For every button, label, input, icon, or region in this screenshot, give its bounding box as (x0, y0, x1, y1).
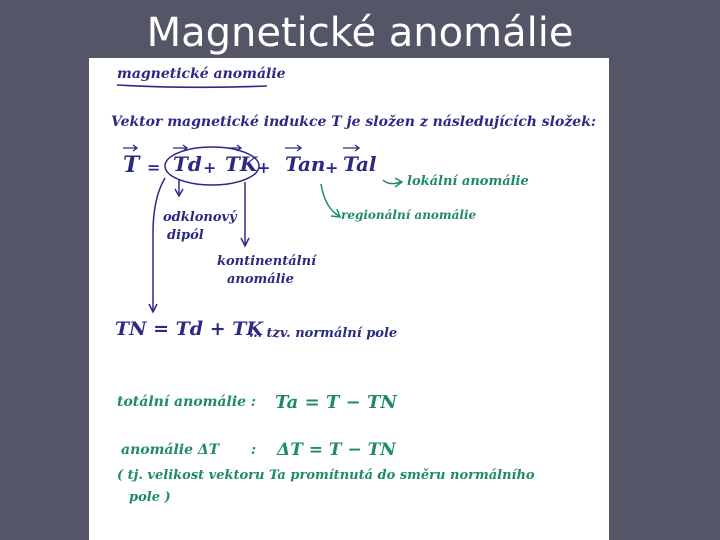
note-line-2: pole ) (129, 490, 171, 505)
label-odklonovy: odklonový (163, 210, 237, 225)
eq1-lhs: T (123, 152, 140, 178)
delta-anomaly-label: anomálie ΔT (121, 442, 220, 458)
label-lokalni-anomalie: lokální anomálie (407, 174, 529, 189)
eq1-tan: Tan (285, 152, 326, 176)
eq1-plus1: + (203, 158, 217, 177)
slide-title: Magnetické anomálie (146, 10, 574, 56)
handwritten-notes-page (89, 58, 609, 540)
eq1-plus3: + (325, 158, 339, 177)
note-line-1: ( tj. velikost vektoru Ta promítnutá do směru normálního (117, 468, 535, 483)
eq1-tk: TK (225, 152, 258, 176)
label-kontinentalni: kontinentální (217, 254, 317, 269)
intro-line: Vektor magnetické indukce T je složen z následujících složek: (111, 114, 597, 130)
label-dipol: dipól (167, 228, 204, 243)
delta-anomaly-colon: : (251, 442, 257, 458)
total-anomaly-label: totální anomálie : (117, 394, 257, 410)
delta-anomaly-equation: ΔT = T − TN (277, 440, 396, 460)
eq2-note: … tzv. normální pole (249, 326, 398, 341)
eq1-tal: Tal (343, 152, 377, 176)
eq1-td: Td (173, 152, 202, 176)
eq1-plus2: + (257, 158, 271, 177)
notes-heading: magnetické anomálie (117, 66, 286, 82)
eq1-equals: = (147, 158, 161, 177)
total-anomaly-equation: Ta = T − TN (275, 392, 397, 413)
eq2: TN = Td + TK (115, 318, 263, 340)
label-regionalni-anomalie: regionální anomálie (341, 208, 477, 222)
label-kontinentalni-anomalie: anomálie (227, 272, 294, 287)
